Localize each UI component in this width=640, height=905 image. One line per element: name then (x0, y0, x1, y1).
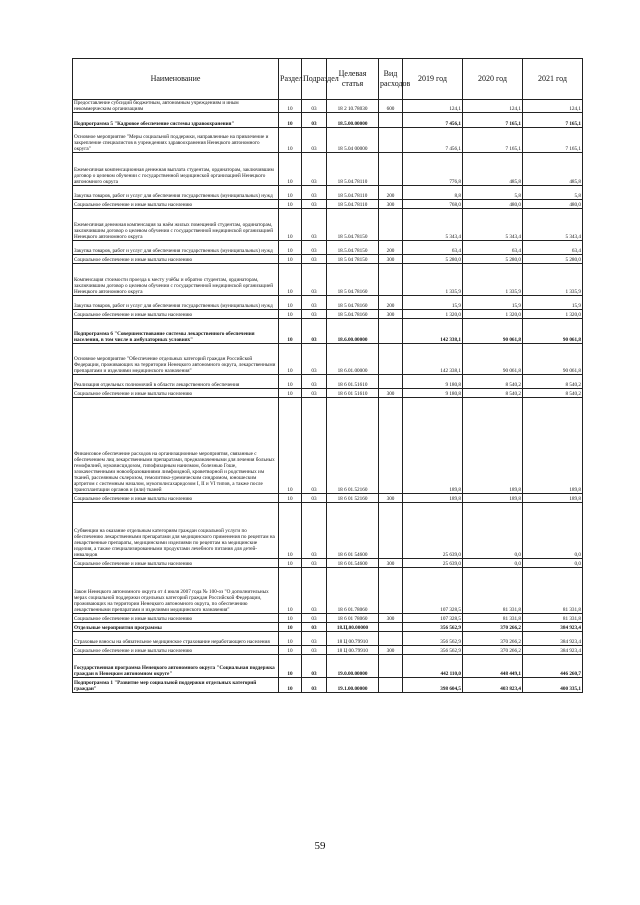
row-name-cell: Реализация отдельных полномочий в области лекарственного обеспечения (73, 375, 279, 389)
row-2021-cell: 0,0 (523, 503, 583, 559)
row-name-cell: Основное мероприятие "Меры социальной поддержки, направленные на привлечение и закрепление специалистов в учреждениях здравоохранения Ненецкого автономного округа" (73, 128, 279, 153)
row-name-cell: Государственная программа Ненецкого автономного округа "Социальная поддержка граждан в Ненецком автономном округе" (73, 655, 279, 678)
row-2021-cell: 384 923,4 (523, 623, 583, 632)
row-article-cell: 18.Ц.00.00000 (327, 623, 379, 632)
row-2020-cell: 7 165,1 (463, 113, 523, 128)
row-2021-cell: 189,8 (523, 494, 583, 503)
row-2021-cell: 0,0 (523, 559, 583, 568)
row-article-cell: 18.6.00.00000 (327, 319, 379, 344)
row-name-cell: Финансовое обеспечение расходов на организационные мероприятия, связанные с обеспечением лиц лекарственными препаратами, предназначенными для лечения больных гемофилией, муковисцидозом, гипофизарным нанизмом, болезнью Гоше, злокачественными новообразованиями лимфоидной, кроветворной и родственных им тканей, рассеянным склерозом, гемолитико-уремическим синдромом, юношеским артритом с системным началом, мукополисахаридозом I, II и VI типов, а также после трансплантации органов и (или) тканей (73, 398, 279, 494)
row-subsection-cell: 03 (302, 398, 327, 494)
row-section-cell: 10 (279, 655, 302, 678)
row-article-cell: 18 Ц 00.79910 (327, 632, 379, 646)
table-row (73, 632, 583, 646)
row-section-cell: 10 (279, 678, 302, 693)
row-section-cell: 10 (279, 632, 302, 646)
row-2019-cell: 7 456,1 (403, 113, 463, 128)
row-kind-cell: 300 (379, 614, 403, 623)
row-article-cell: 18 5 04.78160 (327, 264, 379, 296)
row-subsection-cell: 03 (302, 255, 327, 264)
table-row (73, 319, 583, 344)
row-subsection-cell: 03 (302, 632, 327, 646)
row-section-cell: 10 (279, 153, 302, 186)
row-2019-cell: 776,8 (403, 153, 463, 186)
row-subsection-cell: 03 (302, 209, 327, 241)
row-name-cell: Ежемесячная денежная компенсация за наём жилых помещений студентам, ординаторам, заключившим договор о целевом обучении с государственной медицинской организацией Ненецкого автономного округа (73, 209, 279, 241)
row-2019-cell: 9 180,8 (403, 375, 463, 389)
row-name-cell: Компенсация стоимости проезда к месту учёбы и обратно студентам, ординаторам, заключившим договор о целевом обучении с государственной медицинской организацией Ненецкого автономного округа (73, 264, 279, 296)
row-name-cell: Закупка товаров, работ и услуг для обеспечения государственных (муниципальных) нужд (73, 296, 279, 310)
row-2019-cell: 189,8 (403, 398, 463, 494)
row-2020-cell: 370 266,2 (463, 623, 523, 632)
row-article-cell: 18 Ц 00.79910 (327, 646, 379, 655)
row-kind-cell (379, 568, 403, 614)
row-subsection-cell: 03 (302, 319, 327, 344)
row-2020-cell: 370 266,2 (463, 646, 523, 655)
row-section-cell: 10 (279, 389, 302, 398)
header-year-2020: 2020 год (463, 59, 523, 100)
header-name: Наименование (73, 59, 279, 100)
row-2021-cell: 124,1 (523, 100, 583, 113)
row-2019-cell: 124,1 (403, 100, 463, 113)
row-article-cell: 18 6 01.78060 (327, 568, 379, 614)
row-kind-cell: 300 (379, 389, 403, 398)
row-2021-cell: 1 335,9 (523, 264, 583, 296)
row-2019-cell: 356 562,9 (403, 623, 463, 632)
row-2019-cell: 25 639,0 (403, 503, 463, 559)
row-name-cell: Социальное обеспечение и иные выплаты населению (73, 200, 279, 209)
table-row (73, 623, 583, 632)
row-name-cell: Социальное обеспечение и иные выплаты населению (73, 646, 279, 655)
row-name-cell: Подпрограмма 5 "Кадровое обеспечение системы здравоохранения" (73, 113, 279, 128)
row-kind-cell (379, 113, 403, 128)
table-row (73, 241, 583, 255)
row-kind-cell (379, 344, 403, 375)
row-2021-cell: 81 331,8 (523, 614, 583, 623)
row-2019-cell: 398 604,5 (403, 678, 463, 693)
row-2020-cell: 8 540,2 (463, 375, 523, 389)
row-subsection-cell: 03 (302, 375, 327, 389)
row-name-cell: Социальное обеспечение и иные выплаты населению (73, 494, 279, 503)
row-name-cell: Социальное обеспечение и иные выплаты населению (73, 614, 279, 623)
row-2019-cell: 442 110,0 (403, 655, 463, 678)
row-name-cell: Социальное обеспечение и иные выплаты населению (73, 389, 279, 398)
table-row (73, 296, 583, 310)
row-subsection-cell: 03 (302, 100, 327, 113)
row-2020-cell: 15,9 (463, 296, 523, 310)
row-article-cell: 19.1.00.00000 (327, 678, 379, 693)
row-name-cell: Основное мероприятие "Обеспечение отдельных категорий граждан Российской Федерации, проживающих на территории Ненецкого автономного округа, лекарственными препаратами и изделиями медицинского назначения" (73, 344, 279, 375)
row-article-cell: 18 5.04.78110 (327, 153, 379, 186)
row-section-cell: 10 (279, 100, 302, 113)
row-2019-cell: 356 562,9 (403, 646, 463, 655)
row-2019-cell: 7 456,1 (403, 128, 463, 153)
row-article-cell: 19.0.00.00000 (327, 655, 379, 678)
row-article-cell: 18 6 01.54600 (327, 559, 379, 568)
row-section-cell: 10 (279, 646, 302, 655)
row-article-cell: 18 5.04.78150 (327, 209, 379, 241)
row-2019-cell: 8,8 (403, 186, 463, 200)
row-2020-cell: 90 061,8 (463, 344, 523, 375)
row-section-cell: 10 (279, 319, 302, 344)
header-year-2021: 2021 год (523, 59, 583, 100)
row-2020-cell: 485,8 (463, 153, 523, 186)
table-row (73, 375, 583, 389)
budget-table (72, 58, 583, 693)
header-target-article: Целевая статья (327, 59, 379, 100)
row-subsection-cell: 03 (302, 344, 327, 375)
row-subsection-cell: 03 (302, 264, 327, 296)
row-section-cell: 10 (279, 186, 302, 200)
row-name-cell: Отдельные мероприятия программы (73, 623, 279, 632)
table-row (73, 389, 583, 398)
row-2020-cell: 5,8 (463, 186, 523, 200)
row-section-cell: 10 (279, 344, 302, 375)
row-2019-cell: 5 280,0 (403, 255, 463, 264)
row-section-cell: 10 (279, 623, 302, 632)
row-kind-cell (379, 623, 403, 632)
row-name-cell: Субвенции на оказание отдельным категориям граждан социальной услуги по обеспечению лекарственными препаратами для медицинского применения по рецептам на лекарственные препараты, медицинскими изделиями по рецептам на медицинские изделия, а также специализированными продуктами лечебного питания для детей-инвалидов (73, 503, 279, 559)
table-row (73, 503, 583, 559)
header-subsection: Подраздел (302, 59, 327, 100)
row-subsection-cell: 03 (302, 559, 327, 568)
row-kind-cell: 600 (379, 100, 403, 113)
row-article-cell: 18 6 01 54600 (327, 503, 379, 559)
row-2021-cell: 15,9 (523, 296, 583, 310)
table-row (73, 100, 583, 113)
table-row (73, 398, 583, 494)
table-row (73, 344, 583, 375)
row-name-cell: Закупка товаров, работ и услуг для обеспечения государственных (муниципальных) нужд (73, 241, 279, 255)
row-2021-cell: 7 165,1 (523, 113, 583, 128)
table-row (73, 678, 583, 693)
row-subsection-cell: 03 (302, 153, 327, 186)
table-row (73, 128, 583, 153)
row-2021-cell: 485,8 (523, 153, 583, 186)
row-2020-cell: 0,0 (463, 503, 523, 559)
row-subsection-cell: 03 (302, 623, 327, 632)
row-2019-cell: 25 639,0 (403, 559, 463, 568)
row-article-cell: 18.5.00.00000 (327, 113, 379, 128)
row-article-cell: 18 5.04.78110 (327, 200, 379, 209)
row-kind-cell (379, 153, 403, 186)
row-section-cell: 10 (279, 113, 302, 128)
row-subsection-cell: 03 (302, 655, 327, 678)
row-name-cell: Подпрограмма 1 "Развитие мер социальной поддержки отдельных категорий граждан" (73, 678, 279, 693)
row-2020-cell: 5 343,4 (463, 209, 523, 241)
row-2020-cell: 480,0 (463, 200, 523, 209)
row-article-cell: 18 6 01.52160 (327, 398, 379, 494)
row-2021-cell: 5,8 (523, 186, 583, 200)
row-2021-cell: 384 923,4 (523, 646, 583, 655)
table-row (73, 614, 583, 623)
row-name-cell: Подпрограмма 6 "Совершенствование системы лекарственного обеспечения населения, в том числе в амбулаторных условиях" (73, 319, 279, 344)
row-2021-cell: 1 320,0 (523, 310, 583, 319)
row-kind-cell (379, 655, 403, 678)
row-kind-cell (379, 632, 403, 646)
table-row (73, 113, 583, 128)
row-name-cell: Социальное обеспечение и иные выплаты населению (73, 310, 279, 319)
row-section-cell: 10 (279, 559, 302, 568)
row-2021-cell: 81 331,8 (523, 568, 583, 614)
row-2019-cell: 107 328,5 (403, 614, 463, 623)
row-subsection-cell: 03 (302, 200, 327, 209)
row-section-cell: 10 (279, 241, 302, 255)
row-2021-cell: 400 335,1 (523, 678, 583, 693)
row-name-cell: Предоставление субсидий бюджетным, автономным учреждениям и иным некоммерческим организациям (73, 100, 279, 113)
row-2020-cell: 370 266,2 (463, 632, 523, 646)
row-2021-cell: 7 165,1 (523, 128, 583, 153)
row-section-cell: 10 (279, 200, 302, 209)
row-2019-cell: 63,4 (403, 241, 463, 255)
row-article-cell: 18 6 01.51610 (327, 375, 379, 389)
row-article-cell: 18 5.04.78110 (327, 186, 379, 200)
row-2021-cell: 189,8 (523, 398, 583, 494)
row-2020-cell: 1 335,9 (463, 264, 523, 296)
row-2020-cell: 403 823,4 (463, 678, 523, 693)
row-kind-cell: 200 (379, 241, 403, 255)
row-section-cell: 10 (279, 128, 302, 153)
table-body (73, 100, 583, 693)
table-row (73, 153, 583, 186)
row-2020-cell: 8 540,2 (463, 389, 523, 398)
row-section-cell: 10 (279, 296, 302, 310)
row-section-cell: 10 (279, 310, 302, 319)
row-2020-cell: 63,4 (463, 241, 523, 255)
table-row (73, 186, 583, 200)
row-name-cell: Закупка товаров, работ и услуг для обеспечения государственных (муниципальных) нужд (73, 186, 279, 200)
row-name-cell: Страховые взносы на обязательное медицинское страхование неработающего населения (73, 632, 279, 646)
row-2019-cell: 9 180,8 (403, 389, 463, 398)
row-section-cell: 10 (279, 209, 302, 241)
row-article-cell: 18 5.04.78160 (327, 310, 379, 319)
row-2021-cell: 90 061,8 (523, 344, 583, 375)
table-row (73, 655, 583, 678)
row-kind-cell (379, 503, 403, 559)
row-2021-cell: 8 540,2 (523, 389, 583, 398)
row-article-cell: 18 2 10.78030 (327, 100, 379, 113)
row-kind-cell: 300 (379, 255, 403, 264)
row-subsection-cell: 03 (302, 494, 327, 503)
row-subsection-cell: 03 (302, 296, 327, 310)
table-row (73, 264, 583, 296)
row-2019-cell: 142 338,1 (403, 319, 463, 344)
row-article-cell: 18 6.01.00000 (327, 344, 379, 375)
row-article-cell: 18.5.04.78150 (327, 241, 379, 255)
row-2020-cell: 124,1 (463, 100, 523, 113)
row-kind-cell: 200 (379, 296, 403, 310)
row-subsection-cell: 03 (302, 503, 327, 559)
row-kind-cell (379, 128, 403, 153)
row-article-cell: 18 6 01 51610 (327, 389, 379, 398)
row-2021-cell: 90 061,8 (523, 319, 583, 344)
row-subsection-cell: 03 (302, 186, 327, 200)
row-2020-cell: 189,8 (463, 494, 523, 503)
row-article-cell: 18 5 04.78160 (327, 296, 379, 310)
row-kind-cell: 300 (379, 646, 403, 655)
row-section-cell: 10 (279, 503, 302, 559)
row-kind-cell (379, 209, 403, 241)
row-name-cell: Закон Ненецкого автономного округа от 4 июля 2007 года № 100-оз "О дополнительных мерах социальной поддержки отдельных категорий граждан Российской Федерации, проживающих на территории Ненецкого автономного округа, по обеспечению лекарственными препаратами и изделиями медицинского назначения" (73, 568, 279, 614)
row-name-cell: Социальное обеспечение и иные выплаты населению (73, 559, 279, 568)
budget-table-sheet (72, 58, 582, 693)
table-row (73, 646, 583, 655)
row-subsection-cell: 03 (302, 241, 327, 255)
row-name-cell: Социальное обеспечение и иные выплаты населению (73, 255, 279, 264)
row-kind-cell (379, 264, 403, 296)
row-article-cell: 18 5 04 78150 (327, 255, 379, 264)
row-2020-cell: 81 331,8 (463, 568, 523, 614)
table-row (73, 494, 583, 503)
row-2020-cell: 1 320,0 (463, 310, 523, 319)
row-2020-cell: 189,8 (463, 398, 523, 494)
row-2019-cell: 15,9 (403, 296, 463, 310)
row-2020-cell: 448 449,1 (463, 655, 523, 678)
row-2019-cell: 189,8 (403, 494, 463, 503)
row-2019-cell: 1 335,9 (403, 264, 463, 296)
row-subsection-cell: 03 (302, 128, 327, 153)
row-section-cell: 10 (279, 614, 302, 623)
row-section-cell: 10 (279, 255, 302, 264)
row-kind-cell (379, 678, 403, 693)
row-2019-cell: 5 343,4 (403, 209, 463, 241)
row-subsection-cell: 03 (302, 568, 327, 614)
table-row (73, 209, 583, 241)
table-row (73, 255, 583, 264)
row-subsection-cell: 03 (302, 389, 327, 398)
row-article-cell: 18 5.04 00000 (327, 128, 379, 153)
row-section-cell: 10 (279, 494, 302, 503)
row-2021-cell: 5 343,4 (523, 209, 583, 241)
row-kind-cell: 300 (379, 200, 403, 209)
table-row (73, 568, 583, 614)
row-2019-cell: 107 328,5 (403, 568, 463, 614)
header-year-2019: 2019 год (403, 59, 463, 100)
row-section-cell: 10 (279, 398, 302, 494)
row-2019-cell: 1 320,0 (403, 310, 463, 319)
row-2021-cell: 5 280,0 (523, 255, 583, 264)
row-kind-cell: 200 (379, 186, 403, 200)
row-subsection-cell: 03 (302, 310, 327, 319)
table-header-row (73, 59, 583, 100)
row-subsection-cell: 03 (302, 614, 327, 623)
row-kind-cell: 300 (379, 494, 403, 503)
row-2021-cell: 63,4 (523, 241, 583, 255)
row-section-cell: 10 (279, 264, 302, 296)
row-article-cell: 18 6 01 52160 (327, 494, 379, 503)
row-section-cell: 10 (279, 375, 302, 389)
row-2019-cell: 142 338,1 (403, 344, 463, 375)
row-2021-cell: 8 540,2 (523, 375, 583, 389)
row-kind-cell: 300 (379, 559, 403, 568)
row-subsection-cell: 03 (302, 113, 327, 128)
row-article-cell: 18 6 01 78060 (327, 614, 379, 623)
table-row (73, 559, 583, 568)
row-2021-cell: 384 923,4 (523, 632, 583, 646)
row-2020-cell: 81 331,8 (463, 614, 523, 623)
row-kind-cell (379, 319, 403, 344)
table-row (73, 200, 583, 209)
row-section-cell: 10 (279, 568, 302, 614)
row-2021-cell: 480,0 (523, 200, 583, 209)
header-section: Раздел (279, 59, 302, 100)
row-2021-cell: 446 260,7 (523, 655, 583, 678)
row-2020-cell: 90 061,8 (463, 319, 523, 344)
row-name-cell: Ежемесячная компенсационная денежная выплата студентам, ординаторам, заключившим договор о целевом обучении с государственной медицинской организацией Ненецкого автономного округа (73, 153, 279, 186)
row-kind-cell (379, 375, 403, 389)
row-2020-cell: 7 165,1 (463, 128, 523, 153)
page-number: 59 (314, 840, 326, 852)
row-subsection-cell: 03 (302, 646, 327, 655)
row-2019-cell: 356 562,9 (403, 632, 463, 646)
row-2020-cell: 0,0 (463, 559, 523, 568)
header-expense-kind: Вид расходов (379, 59, 403, 100)
row-kind-cell: 300 (379, 310, 403, 319)
table-row (73, 310, 583, 319)
row-2019-cell: 768,0 (403, 200, 463, 209)
row-kind-cell (379, 398, 403, 494)
row-2020-cell: 5 280,0 (463, 255, 523, 264)
row-subsection-cell: 03 (302, 678, 327, 693)
